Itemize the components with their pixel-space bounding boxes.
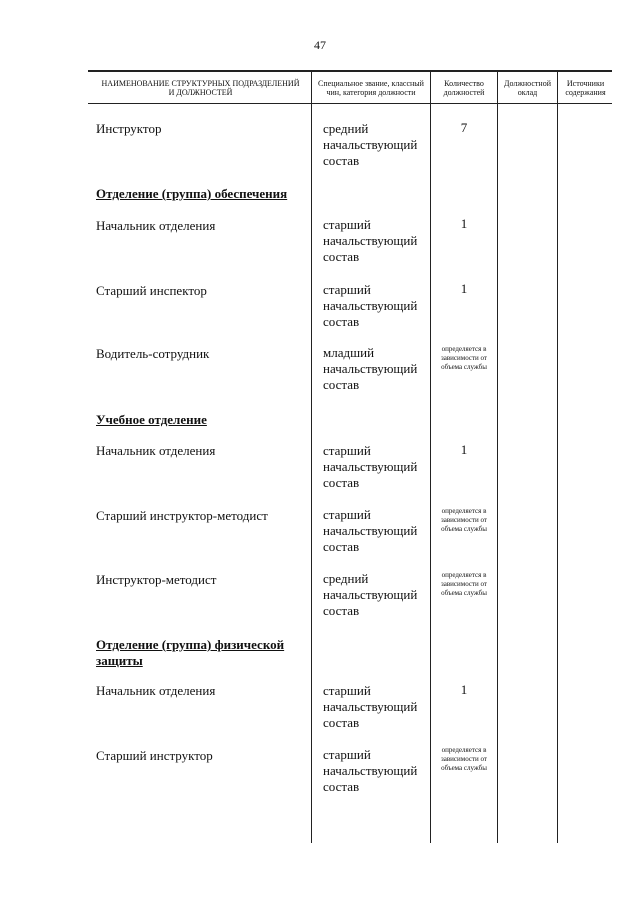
section-title: Отделение (группа) обеспечения [96,186,288,201]
position-count: 1 [460,216,468,231]
section-title: Учебное отделение [96,412,207,427]
header-source: Источники содержания [565,79,606,97]
column-divider [557,70,558,843]
header-rank: Специальное звание, классный чин, категория должности [318,79,424,97]
position-category: старший начальствующий состав [323,443,418,490]
position-name: Старший инспектор [96,283,207,298]
position-category: старший начальствующий состав [323,217,418,264]
table-header-border [88,103,612,104]
position-name: Инструктор-методист [96,572,217,587]
table-top-border [88,70,612,72]
column-divider [311,70,312,843]
header-salary: Должностной оклад [504,79,551,97]
column-divider [497,70,498,843]
page-number: 47 [314,38,326,52]
position-name: Начальник отделения [96,218,216,233]
position-name: Начальник отделения [96,683,216,698]
position-count: определяется в зависимости от объема службы [440,571,487,597]
position-name: Водитель-сотрудник [96,346,210,361]
header-name: НАИМЕНОВАНИЕ СТРУКТУРНЫХ ПОДРАЗДЕЛЕНИЙ И ДОЛЖНОСТЕЙ [101,79,300,97]
position-count: 7 [460,120,468,135]
position-count: 1 [460,442,468,457]
position-count: 1 [460,682,468,697]
position-category: средний начальствующий состав [323,571,418,618]
position-name: Старший инструктор [96,748,213,763]
position-count: 1 [460,281,468,296]
header-count: Количество должностей [443,79,485,97]
position-name: Начальник отделения [96,443,216,458]
section-title: Отделение (группа) физической защиты [96,637,285,668]
position-count: определяется в зависимости от объема службы [440,345,487,371]
position-category: старший начальствующий состав [323,747,418,794]
position-name: Старший инструктор-методист [96,508,268,523]
position-name: Инструктор [96,121,162,136]
position-count: определяется в зависимости от объема службы [440,507,487,533]
position-category: старший начальствующий состав [323,683,418,730]
position-count: определяется в зависимости от объема службы [440,746,487,772]
position-category: старший начальствующий состав [323,507,418,554]
position-category: средний начальствующий состав [323,121,418,168]
position-category: старший начальствующий состав [323,282,418,329]
position-category: младший начальствующий состав [323,345,418,392]
